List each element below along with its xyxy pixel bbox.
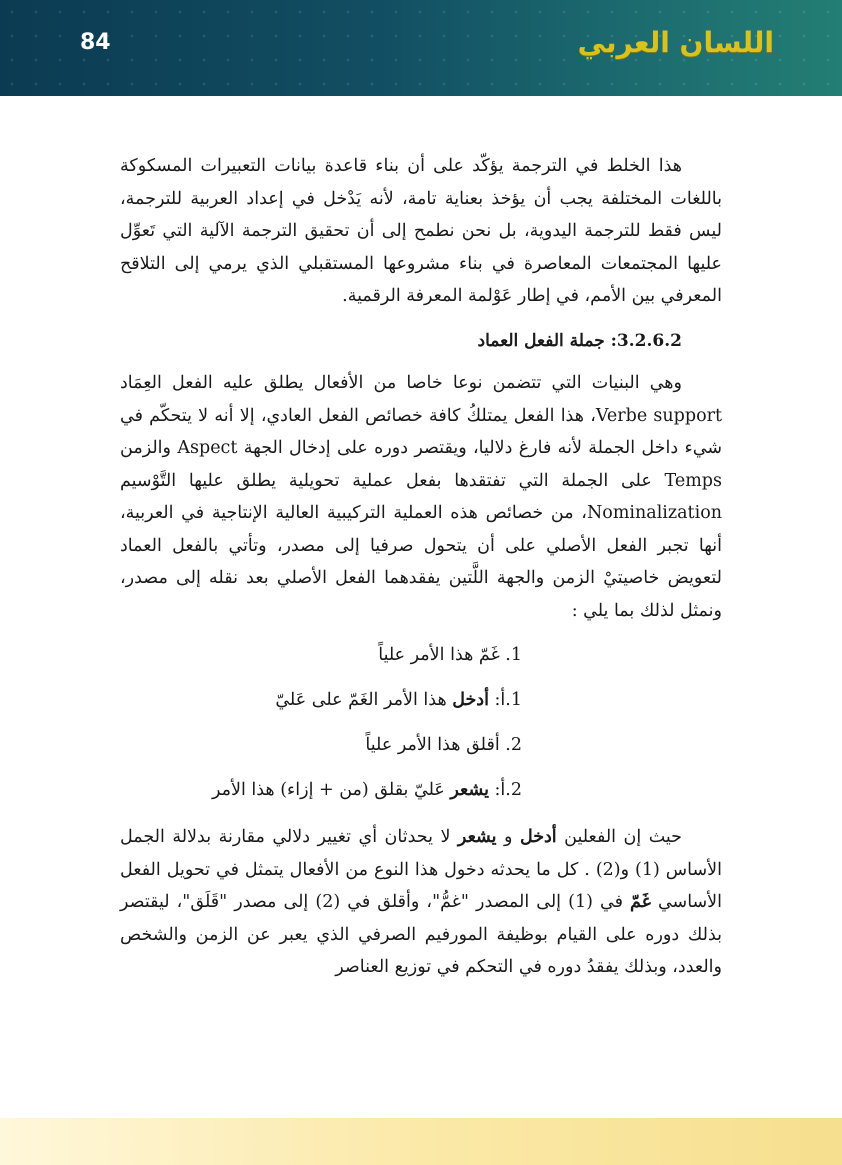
bold-term: أدخل bbox=[519, 827, 557, 847]
paragraph-1: هذا الخلط في الترجمة يؤكّد على أن بناء قاعدة بيانات التعبيرات المسكوكة باللغات المختلفة يجب أن يؤخذ بعناية تامة، لأنه يَدْخل في إعداد العربية للترجمة، ليس فقط للترجمة اليدوية، بل نحن نطمح إلى أن تحقيق الترجمة الآلية التي تَعوِّل عليها المجتمعات المعاصرة في بناء مشروعها المستقبلي الذي يرمي إلى التلاقح المعرفي بين الأمم، في إطار عَوْلمة المعرفة الرقمية. bbox=[120, 156, 722, 306]
bold-term: يشعر bbox=[457, 827, 497, 847]
examples-list bbox=[120, 633, 722, 813]
text-run: و bbox=[496, 827, 520, 847]
example-text: غَمّ هذا الأمر علياً bbox=[378, 645, 506, 665]
journal-logo: اللسان العربي bbox=[577, 26, 774, 59]
example-number: 1.أ: bbox=[488, 690, 522, 710]
example-bold: أدخل bbox=[452, 690, 489, 710]
text-run: حيث إن الفعلين bbox=[556, 827, 683, 847]
section-heading: 3.2.6.2: جملة الفعل العماد bbox=[477, 330, 682, 351]
text-run: لا يحدثان أي تغيير دلالي مقارنة بدلالة الجمل الأساس (1) و(2) . كل ما يحدثه دخول هذا النوع من الأفعال يتمثل في تحويل الفعل الأساسي bbox=[120, 827, 723, 912]
example-text: أقلق هذا الأمر علياً bbox=[365, 735, 500, 755]
example-text: هذا الأمر الغَمّ على عَليّ bbox=[275, 690, 453, 710]
example-bold: يشعر bbox=[450, 780, 489, 800]
example-item bbox=[120, 678, 522, 723]
example-number: 1. bbox=[505, 645, 522, 665]
bold-term: غَمّ bbox=[630, 892, 651, 912]
example-number: 2. bbox=[499, 735, 522, 755]
page-number: 84 bbox=[80, 30, 111, 55]
example-item bbox=[120, 633, 522, 678]
page-footer-band bbox=[0, 1118, 842, 1165]
example-number: 2.أ: bbox=[488, 780, 522, 800]
text-run: في (1) إلى المصدر "غمُّ"، وأقلق في (2) إلى مصدر "قَلَق"، ليقتصر بذلك دوره على القيام بوظيفة المورفيم الصرفي الذي يعبر عن الزمن والشخص والعدد، وبذلك يفقدُ دوره في التحكم في توزيع العناصر bbox=[120, 892, 722, 977]
example-item bbox=[120, 723, 522, 768]
article-body bbox=[120, 150, 722, 984]
example-item bbox=[120, 768, 522, 813]
paragraph-2: وهي البنيات التي تتضمن نوعا خاصا من الأفعال يطلق عليه الفعل العِمَاد Verbe support، هذا الفعل يمتلكُ كافة خصائص الفعل العادي، إلا أنه لا يتحكّم في شيء داخل الجملة لأنه فارغ دلاليا، ويقتصر دوره على إدخال الجهة Aspect والزمن Temps على الجملة التي تفتقدها بفعل عملية تحويلية يطلق عليها التَّوْسيم Nominalization، من خصائص هذه العملية التركيبية العالية الإنتاجية في العربية، أنها تجبر الفعل الأصلي على أن يتحول صرفيا إلى مصدر، وتأتي بالفعل العماد لتعويض خاصيتيْ الزمن والجهة اللَّتين يفقدهما الفعل الأصلي بعد نقله إلى مصدر، ونمثل لذلك بما يلي : bbox=[120, 373, 722, 621]
example-text: عَليّ بقلق (من + إزاء) هذا الأمر bbox=[211, 780, 451, 800]
page-header bbox=[0, 0, 842, 96]
paragraph-3 bbox=[120, 821, 722, 984]
